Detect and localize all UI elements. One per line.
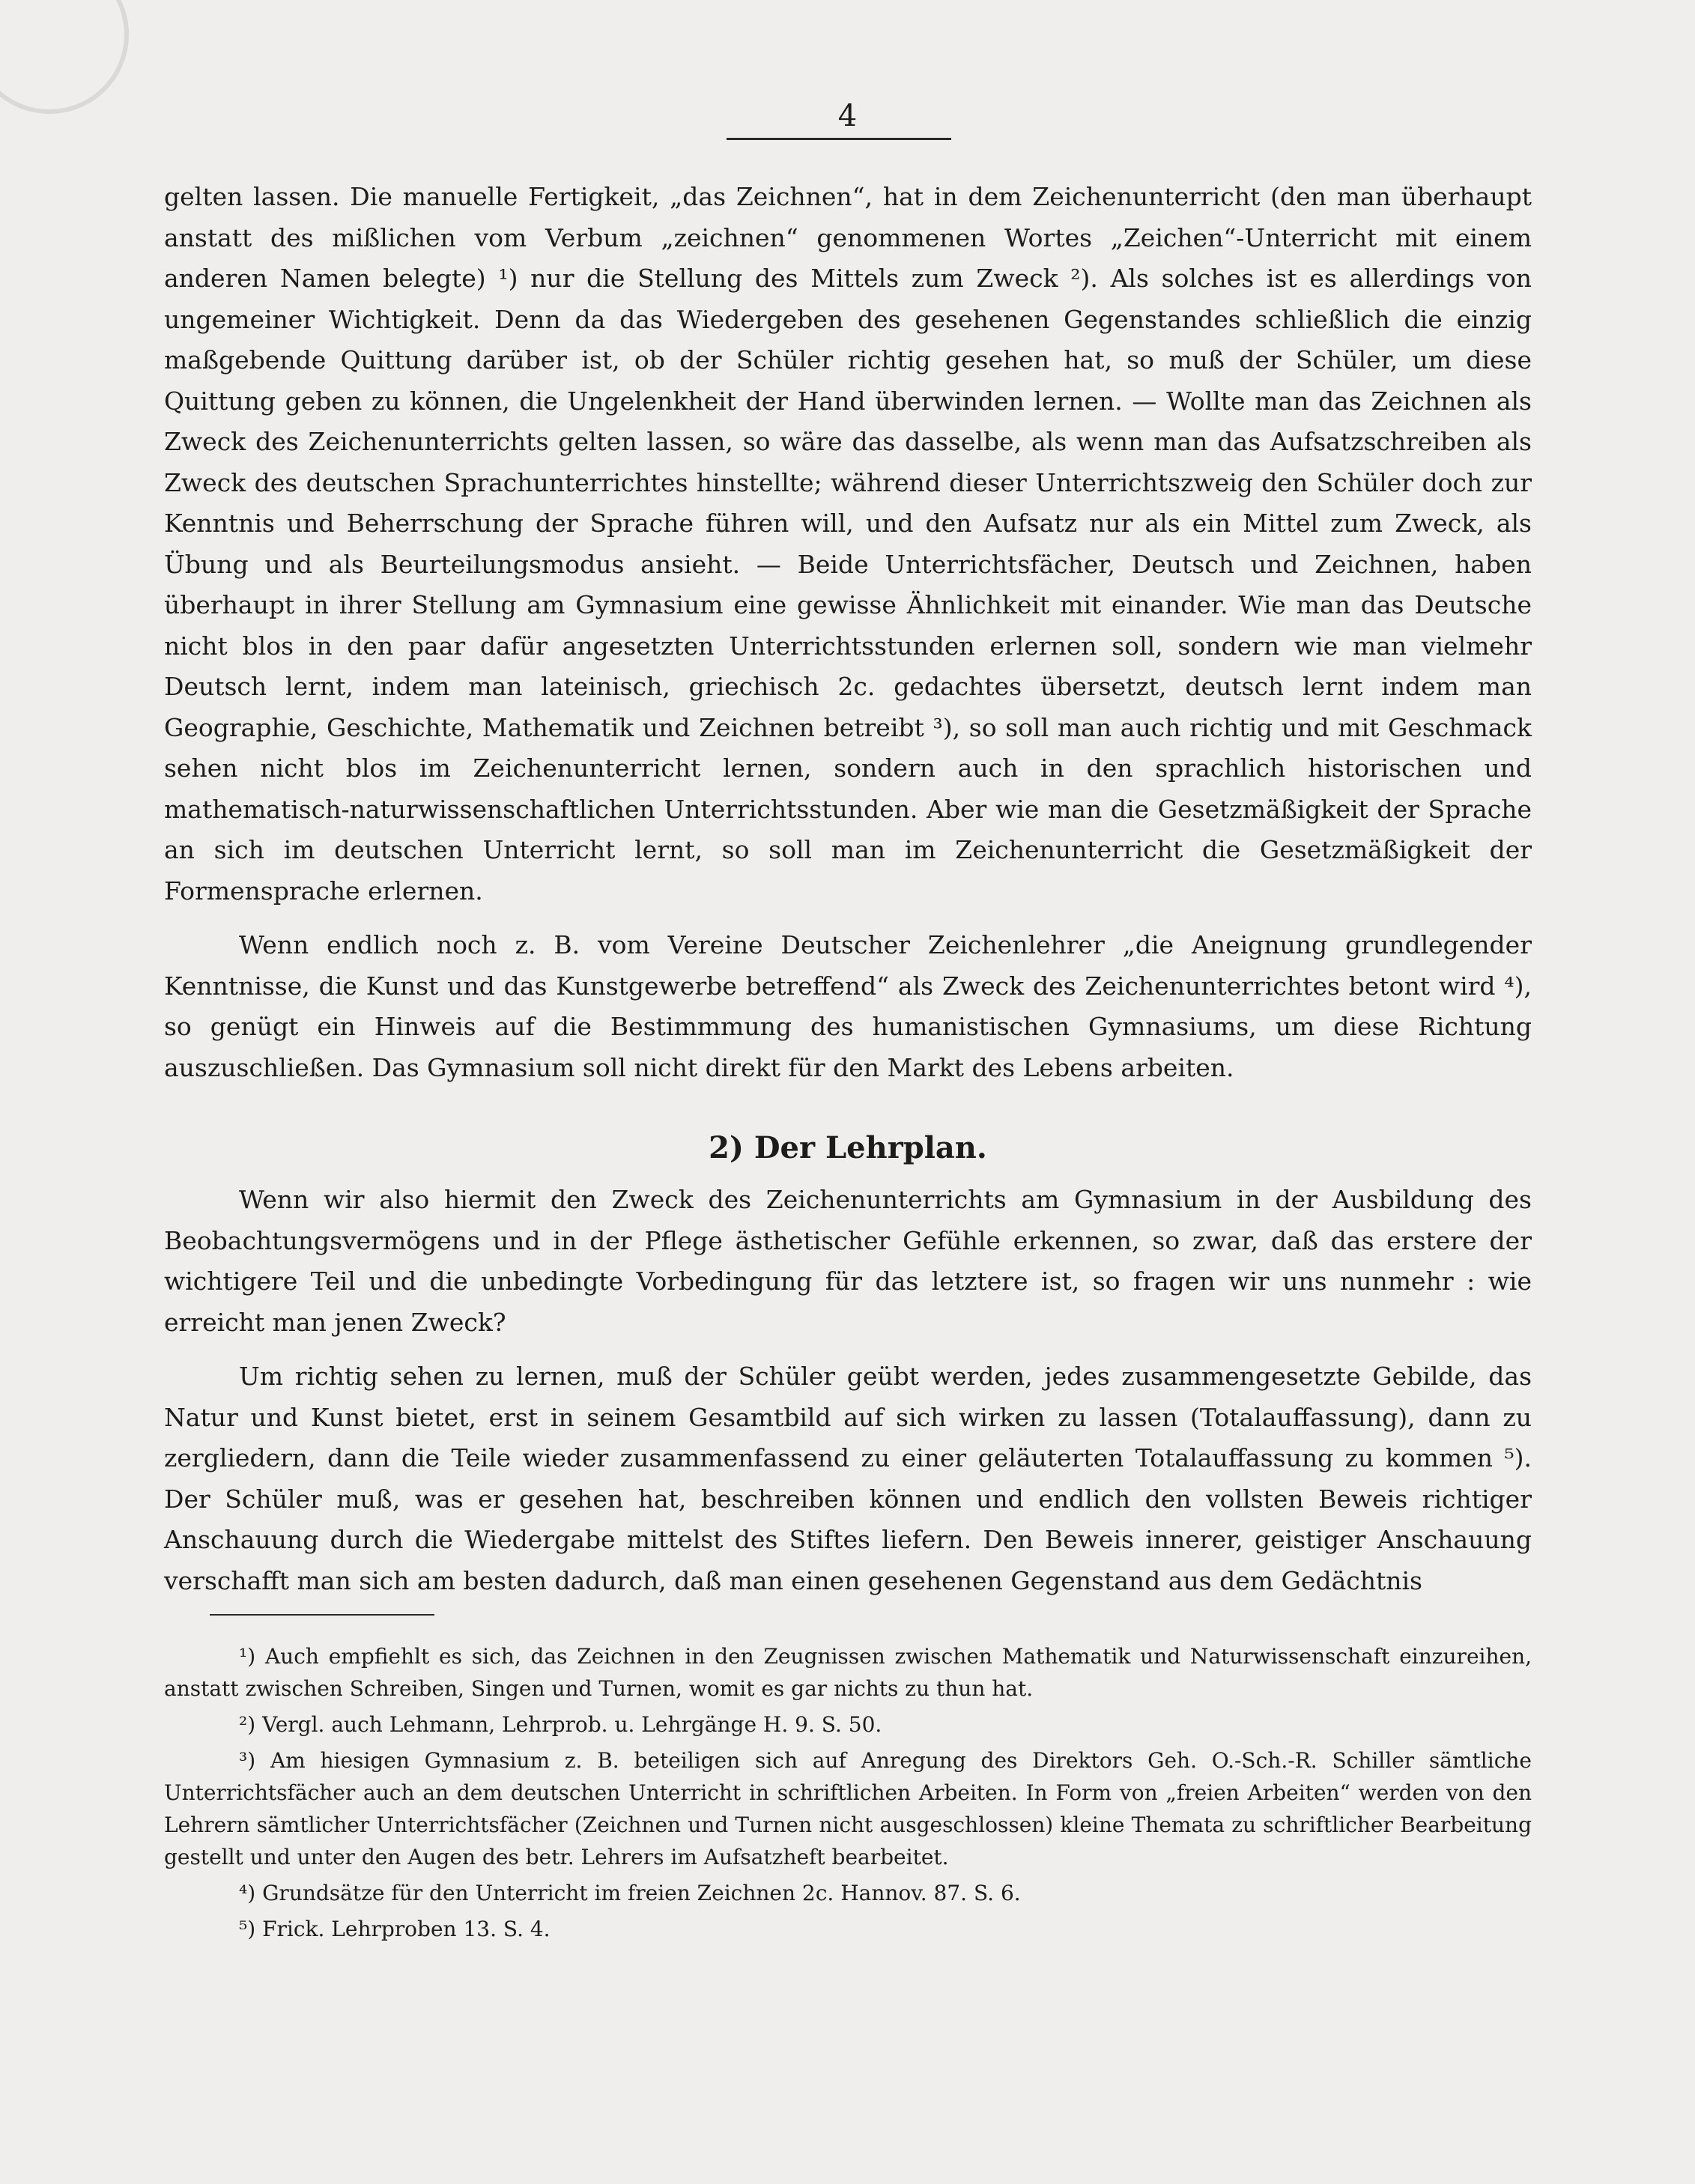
paragraph-3: Wenn wir also hiermit den Zweck des Zeichenunterrichts am Gymnasium in der Ausbildung des Beobachtungsvermögens und in der Pflege ästhetischer Gefühle erkennen, so zwar, daß das erstere der wichtigere Teil und die unbedingte Vorbedingung für das letztere ist, so fragen wir uns nunmehr : wie erreicht man jenen Zweck? [164, 1185, 1532, 1337]
footnote-text: Vergl. auch Lehmann, Lehrprob. u. Lehrgänge H. 9. S. 50. [262, 1712, 882, 1737]
footnote-mark: ³) [239, 1748, 256, 1773]
footnote-3 [164, 1744, 1532, 1873]
footnote-text: Grundsätze für den Unterricht im freien Zeichnen 2c. Hannov. 87. S. 6. [262, 1881, 1021, 1905]
paragraph-2: Wenn endlich noch z. B. vom Vereine Deutscher Zeichenlehrer „die Aneignung grundlegender Kenntnisse, die Kunst und das Kunstgewerbe betreffend“ als Zweck des Zeichenunterrichtes betont wird ⁴), so genügt ein Hinweis auf die Bestimmmung des humanistischen Gymnasiums, um diese Richtung auszuschließen. Das Gymnasium soll nicht direkt für den Markt des Lebens arbeiten. [164, 930, 1532, 1082]
body-text [164, 177, 1532, 1601]
section-heading: 2) Der Lehrplan. [709, 1130, 987, 1165]
footnote-rule [210, 1614, 434, 1616]
footnote-4 [164, 1877, 1532, 1909]
footnote-mark: ¹) [239, 1644, 256, 1669]
footnote-text: Am hiesigen Gymnasium z. B. beteiligen sich auf Anregung des Direktors Geh. O.-Sch.-R. Schiller sämtliche Unterrichtsfächer auch an dem deutschen Unterricht in schriftlichen Arbeiten. In Form von „freien Arbeiten“ werden von den Lehrern sämtlicher Unterrichtsfächer (Zeichnen und Turnen nicht ausgeschlossen) kleine Themata zu schriftlicher Bearbeitung gestellt und unter den Augen des betr. Lehrers im Aufsatzheft bearbeitet. [164, 1748, 1532, 1869]
footnote-mark: ⁵) [239, 1917, 256, 1941]
footnote-text: Auch empfiehlt es sich, das Zeichnen in den Zeugnissen zwischen Mathematik und Naturwissenschaft einzureihen, anstatt zwischen Schreiben, Singen und Turnen, womit es gar nichts zu thun hat. [164, 1644, 1532, 1701]
paragraph-1: gelten lassen. Die manuelle Fertigkeit, „das Zeichnen“, hat in dem Zeichenunterricht (den man überhaupt anstatt des mißlichen vom Verbum „zeichnen“ genommenen Wortes „Zeichen“-Unterricht mit einem anderen Namen belegte) ¹) nur die Stellung des Mittels zum Zweck ²). Als solches ist es allerdings von ungemeiner Wichtigkeit. Denn da das Wiedergeben des gesehenen Gegenstandes schließlich die einzig maßgebende Quittung darüber ist, ob der Schüler richtig gesehen hat, so muß der Schüler, um diese Quittung geben zu können, die Ungelenkheit der Hand überwinden lernen. — Wollte man das Zeichnen als Zweck des Zeichenunterrichts gelten lassen, so wäre das dasselbe, als wenn man das Aufsatzschreiben als Zweck des deutschen Sprachunterrichtes hinstellte; während dieser Unterrichtszweig den Schüler doch zur Kenntnis und Beherrschung der Sprache führen will, und den Aufsatz nur als ein Mittel zum Zweck, als Übung und als Beurteilungsmodus ansieht. — Beide Unterrichtsfächer, Deutsch und Zeichnen, haben überhaupt in ihrer Stellung am Gymnasium eine gewisse Ähnlichkeit mit einander. Wie man das Deutsche nicht blos in den paar dafür angesetzten Unterrichtsstunden erlernen soll, sondern wie man vielmehr Deutsch lernt, indem man lateinisch, griechisch 2c. gedachtes übersetzt, deutsch lernt indem man Geographie, Geschichte, Mathematik und Zeichnen betreibt ³), so soll man auch richtig und mit Geschmack sehen nicht blos im Zeichenunterricht lernen, sondern auch in den sprachlich historischen und mathematisch-naturwissenschaftlichen Unterrichtsstunden. Aber wie man die Gesetzmäßigkeit der Sprache an sich im deutschen Unterricht lernt, so soll man im Zeichenunterricht die Gesetzmäßigkeit der Formensprache erlernen. [164, 182, 1532, 906]
header-rule [727, 138, 951, 140]
footnote-1 [164, 1640, 1532, 1705]
paragraph-4: Um richtig sehen zu lernen, muß der Schüler geübt werden, jedes zusammengesetzte Gebilde, das Natur und Kunst bietet, erst in seinem Gesamtbild auf sich wirken zu lassen (Totalauffassung), dann zu zergliedern, dann die Teile wieder zusammenfassend zu einer geläuterten Totalauffassung zu kommen ⁵). Der Schüler muß, was er gesehen hat, beschreiben können und endlich den vollsten Beweis richtiger Anschauung durch die Wiedergabe mittelst des Stiftes liefern. Den Beweis innerer, geistiger Anschauung verschafft man sich am besten dadurch, daß man einen gesehenen Gegenstand aus dem Gedächtnis [164, 1362, 1532, 1595]
footnote-mark: ⁴) [239, 1881, 256, 1905]
footnote-mark: ²) [239, 1712, 256, 1737]
footnote-5 [164, 1913, 1532, 1945]
footnote-text: Frick. Lehrproben 13. S. 4. [262, 1917, 551, 1941]
page-number: 4 [837, 99, 858, 133]
footnotes [164, 1640, 1532, 1949]
footnote-2 [164, 1708, 1532, 1741]
